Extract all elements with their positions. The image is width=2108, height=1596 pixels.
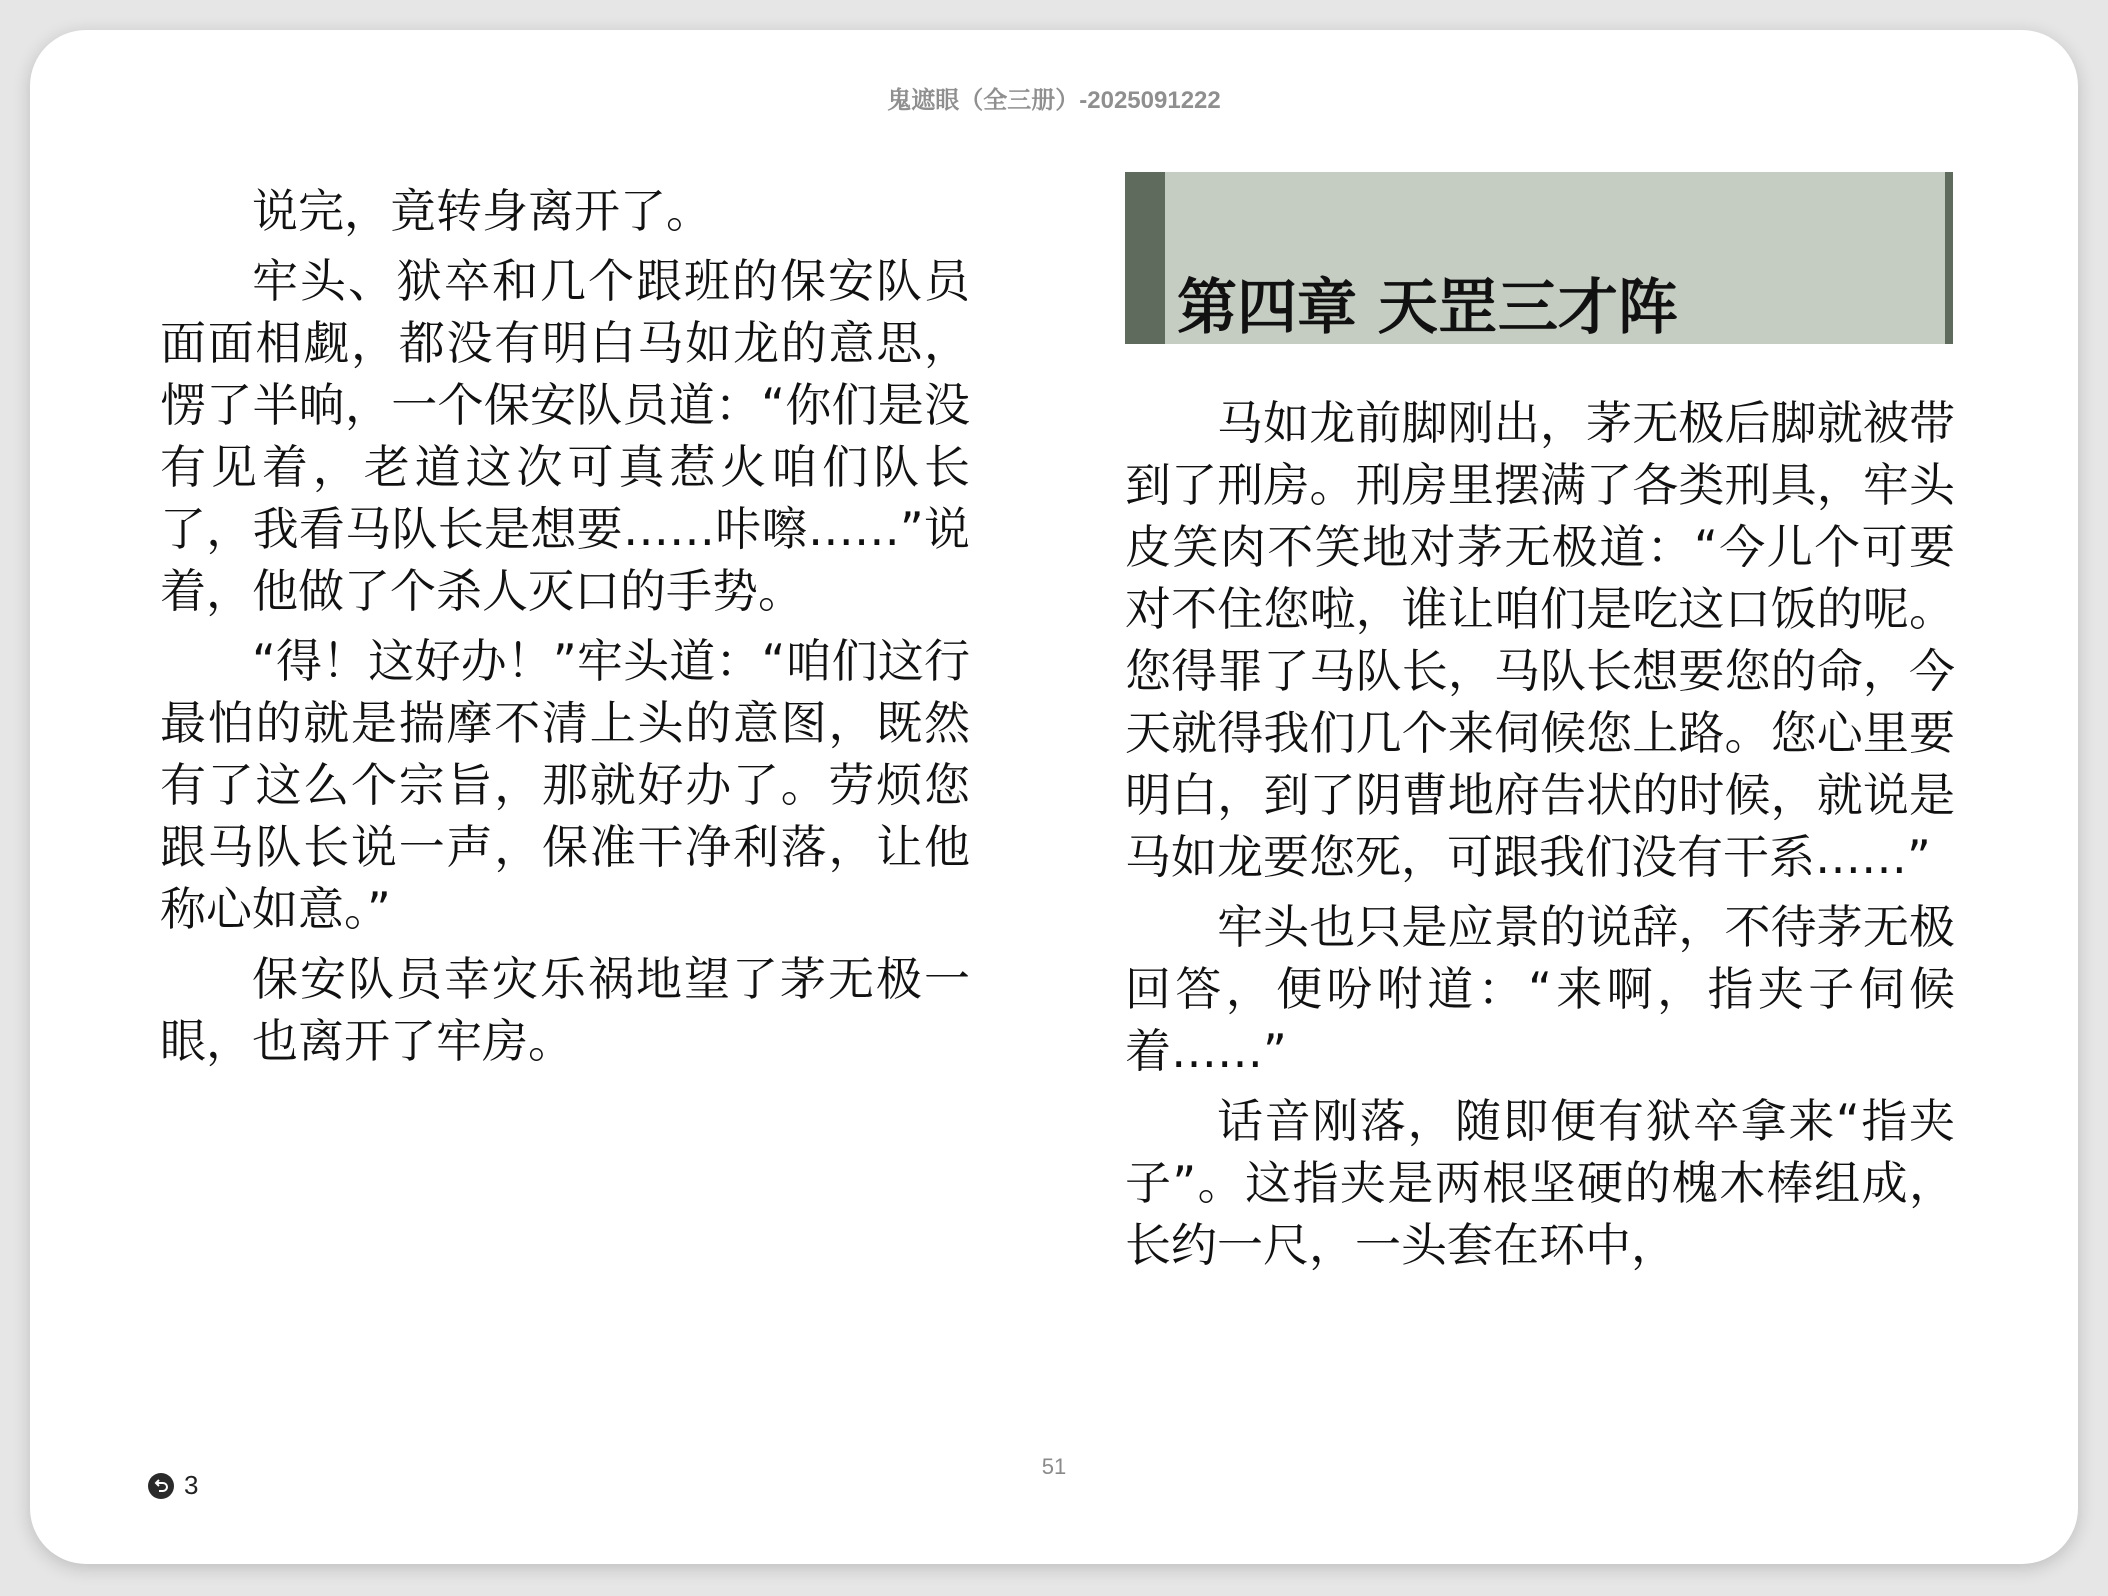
back-count: 3: [184, 1470, 199, 1500]
chapter-header-bar-left: [1125, 172, 1165, 344]
paragraph: 说完，竟转身离开了。: [252, 184, 712, 238]
chapter-header-bar-right: [1945, 172, 1953, 344]
paragraph: “得！这好办！”牢头道：“咱们这行最怕的就是揣摩不清上头的意图，既然有了这么个宗旨，那就好办了。劳烦您跟马队长说一声，保准干净利落，让他称心如意。”: [160, 634, 970, 936]
back-arrow-icon: [148, 1473, 174, 1499]
chapter-header: [1125, 172, 1953, 344]
right-page: [1125, 172, 1955, 1284]
reader-window: [30, 30, 2078, 1564]
back-button[interactable]: [148, 1470, 198, 1501]
left-page: [160, 180, 970, 1080]
paragraph: 牢头、狱卒和几个跟班的保安队员面面相觑，都没有明白马如龙的意思，愣了半晌，一个保安队员道：“你们是没有见着，老道这次可真惹火咱们队长了，我看马队长是想要……咔嚓……”说着，他做了个杀人灭口的手势。: [160, 254, 970, 618]
paragraph: 马如龙前脚刚出，茅无极后脚就被带到了刑房。刑房里摆满了各类刑具，牢头皮笑肉不笑地对茅无极道：“今儿个可要对不住您啦，谁让咱们是吃这口饭的呢。您得罪了马队长，马队长想要您的命，今天就得我们几个来伺候您上路。您心里要明白，到了阴曹地府告状的时候，就说是马如龙要您死，可跟我们没有干系……”: [1125, 396, 1955, 884]
paragraph: 牢头也只是应景的说辞，不待茅无极回答，便吩咐道：“来啊，指夹子伺候着……”: [1125, 900, 1955, 1078]
book-title: 鬼遮眼（全三册）-2025091222: [887, 87, 1221, 114]
paragraph: 话音刚落，随即便有狱卒拿来“指夹子”。这指夹是两根坚硬的槐木棒组成，长约一尺，一头套在环中，: [1125, 1094, 1955, 1272]
chapter-title: 第四章 天罡三才阵: [1177, 273, 1678, 343]
paragraph: 保安队员幸灾乐祸地望了茅无极一眼，也离开了牢房。: [160, 952, 970, 1068]
page-number: 51: [1041, 1454, 1067, 1479]
